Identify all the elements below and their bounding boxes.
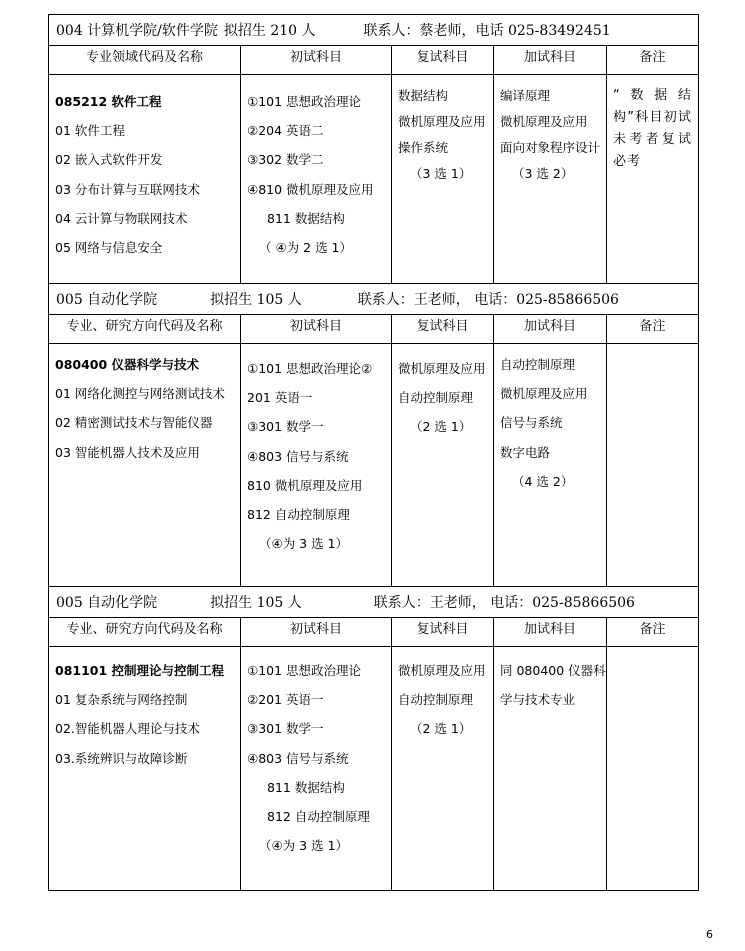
extra-exam-cell <box>494 75 607 284</box>
exam-subject: ①101 思想政治理论② <box>247 361 373 376</box>
column-header-initial-exam: 初试科目 <box>241 618 392 647</box>
extra-exam-cell <box>494 344 607 587</box>
school-name: 005 自动化学院 <box>56 292 158 308</box>
initial-exam-cell <box>241 75 392 284</box>
retest-cell <box>392 75 494 284</box>
column-header-retest: 复试科目 <box>392 315 494 344</box>
initial-exam-cell <box>241 647 392 891</box>
school-block-005-a <box>48 283 699 587</box>
exam-subject: 811 数据结构 <box>267 210 345 226</box>
major-title: 080400 仪器科学与技术 <box>55 357 200 372</box>
column-header-major: 专业领域代码及名称 <box>49 46 241 75</box>
school-header <box>49 587 699 618</box>
extra-subject: 同 080400 仪器科 <box>500 663 606 678</box>
column-header-extra-exam: 加试科目 <box>494 315 607 344</box>
exam-subject: ③301 数学一 <box>247 721 324 737</box>
extra-subject: 微机原理及应用 <box>500 386 588 402</box>
major-title: 081101 控制理论与控制工程 <box>55 663 225 678</box>
direction-item: 04 云计算与物联网技术 <box>55 210 188 226</box>
column-header-initial-exam: 初试科目 <box>241 46 392 75</box>
retest-subject: 微机原理及应用 <box>398 114 486 129</box>
retest-choice-note: （2 选 1） <box>410 419 472 435</box>
contact-info: 联系人：蔡老师，电话 025-83492451 <box>363 23 611 39</box>
direction-item: 03 分布计算与互联网技术 <box>55 181 200 197</box>
school-name: 004 计算机学院/软件学院 <box>56 23 218 39</box>
column-header-retest: 复试科目 <box>392 46 494 75</box>
note-text: “数据结构”科目初试未考者复试必考 <box>613 88 693 169</box>
extra-subject: 面向对象程序设计 <box>500 140 601 155</box>
exam-subject: ①101 思想政治理论 <box>247 663 362 678</box>
exam-subject: ①101 思想政治理论 <box>247 94 362 109</box>
exam-subject: ②201 英语一 <box>247 692 324 708</box>
extra-choice-note: （4 选 2） <box>512 473 574 489</box>
major-title: 085212 软件工程 <box>55 94 162 109</box>
retest-choice-note: （3 选 1） <box>410 166 472 181</box>
column-header-initial-exam: 初试科目 <box>241 315 392 344</box>
exam-choice-note: （④为 3 选 1） <box>259 838 349 854</box>
extra-choice-note: （3 选 2） <box>512 166 574 181</box>
school-header <box>49 15 699 46</box>
retest-subject: 微机原理及应用 <box>398 361 486 376</box>
school-block-005-b <box>48 586 699 891</box>
exam-subject: 201 英语一 <box>247 390 313 406</box>
extra-subject: 自动控制原理 <box>500 357 576 372</box>
major-cell <box>49 647 241 891</box>
admissions-table <box>48 14 698 891</box>
column-header-extra-exam: 加试科目 <box>494 618 607 647</box>
exam-subject: ④810 微机原理及应用 <box>247 181 374 197</box>
column-header-retest: 复试科目 <box>392 618 494 647</box>
enrollment-quota: 拟招生 210 人 <box>223 23 316 39</box>
exam-subject: ④803 信号与系统 <box>247 750 349 766</box>
major-cell <box>49 344 241 587</box>
extra-exam-cell <box>494 647 607 891</box>
initial-exam-cell <box>241 344 392 587</box>
exam-choice-note: （④为 3 选 1） <box>259 536 349 552</box>
column-header-notes: 备注 <box>607 315 699 344</box>
extra-subject: 学与技术专业 <box>500 692 576 708</box>
contact-info: 联系人：王老师， 电话：025-85866506 <box>357 292 619 308</box>
exam-subject: ④803 信号与系统 <box>247 448 349 464</box>
exam-subject: 812 自动控制原理 <box>267 808 370 824</box>
column-header-major: 专业、研究方向代码及名称 <box>49 618 241 647</box>
direction-item: 01 复杂系统与网络控制 <box>55 692 188 708</box>
retest-choice-note: （2 选 1） <box>410 721 472 737</box>
school-block-004 <box>48 14 699 284</box>
school-header <box>49 284 699 315</box>
enrollment-quota: 拟招生 105 人 <box>210 292 302 308</box>
retest-subject: 自动控制原理 <box>398 390 474 406</box>
exam-subject: 812 自动控制原理 <box>247 506 350 522</box>
exam-subject: 810 微机原理及应用 <box>247 477 363 493</box>
extra-subject: 微机原理及应用 <box>500 114 588 129</box>
major-cell <box>49 75 241 284</box>
direction-item: 01 网络化测控与网络测试技术 <box>55 386 225 402</box>
column-header-notes: 备注 <box>607 618 699 647</box>
enrollment-quota: 拟招生 105 人 <box>210 595 302 611</box>
retest-subject: 自动控制原理 <box>398 692 474 708</box>
extra-subject: 数字电路 <box>500 444 551 460</box>
direction-item: 03.系统辨识与故障诊断 <box>55 750 188 766</box>
direction-item: 02.智能机器人理论与技术 <box>55 721 200 737</box>
retest-subject: 数据结构 <box>398 88 449 103</box>
direction-item: 02 嵌入式软件开发 <box>55 152 163 168</box>
retest-subject: 操作系统 <box>398 140 449 155</box>
retest-cell <box>392 647 494 891</box>
extra-subject: 信号与系统 <box>500 415 563 431</box>
direction-item: 03 智能机器人技术及应用 <box>55 444 200 460</box>
page-number: 6 <box>706 928 713 941</box>
note-text <box>607 344 698 354</box>
extra-subject: 编译原理 <box>500 88 551 103</box>
retest-subject: 微机原理及应用 <box>398 663 486 678</box>
notes-cell <box>607 647 699 891</box>
direction-item: 01 软件工程 <box>55 123 125 139</box>
exam-subject: ③302 数学二 <box>247 152 324 168</box>
exam-subject: 811 数据结构 <box>267 779 345 795</box>
school-name: 005 自动化学院 <box>56 595 158 611</box>
notes-cell <box>607 344 699 587</box>
retest-cell <box>392 344 494 587</box>
direction-item: 02 精密测试技术与智能仪器 <box>55 415 213 431</box>
column-header-notes: 备注 <box>607 46 699 75</box>
exam-subject: ③301 数学一 <box>247 419 324 435</box>
contact-info: 联系人：王老师， 电话：025-85866506 <box>373 595 635 611</box>
direction-item: 05 网络与信息安全 <box>55 239 163 255</box>
notes-cell <box>607 75 699 284</box>
note-text <box>607 647 698 657</box>
column-header-major: 专业、研究方向代码及名称 <box>49 315 241 344</box>
exam-subject: ②204 英语二 <box>247 123 324 139</box>
column-header-extra-exam: 加试科目 <box>494 46 607 75</box>
exam-choice-note: （ ④为 2 选 1） <box>259 239 353 255</box>
